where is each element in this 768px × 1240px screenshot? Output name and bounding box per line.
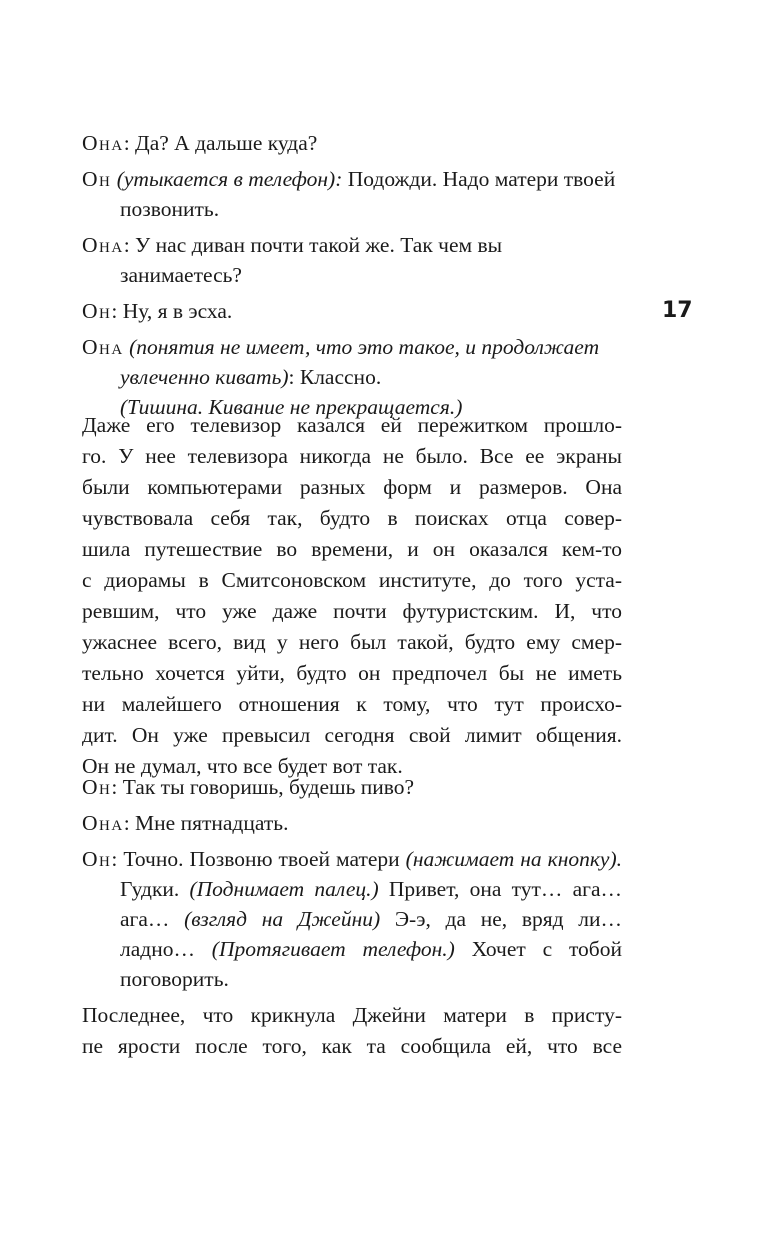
dialogue-line: [82, 844, 622, 994]
dialogue-text: Привет, она тут… ага… ага…: [120, 877, 622, 931]
prose-paragraph-1: [82, 410, 622, 782]
dialogue-text: Э-э, да не, вряд ли… ладно…: [120, 907, 623, 961]
stage-direction: (нажимает на кнопку).: [405, 847, 622, 871]
prose-line: ни малейшего отношения к тому, что тут происхо-: [82, 692, 622, 716]
speaker-name: Она: [82, 233, 124, 257]
dialogue-line: [82, 332, 622, 392]
stage-direction: (утыкается в телефон):: [116, 167, 343, 191]
prose-paragraph-2: [82, 1000, 622, 1062]
dialogue-line: [82, 808, 622, 838]
dialogue-text: : Так ты говоришь, будешь пиво?: [111, 775, 415, 799]
dialogue-text: : Классно.: [288, 365, 382, 389]
dialogue-line: [82, 128, 622, 158]
dialogue-line: [82, 164, 622, 224]
speaker-name: Он: [82, 167, 112, 191]
stage-direction: (Протягивает телефон.): [211, 937, 455, 961]
prose-line: го. У нее телевизора никогда не было. Все ее экраны: [82, 444, 622, 468]
speaker-name: Он: [82, 847, 112, 871]
stage-direction: (понятия не имеет, что это такое, и продолжает увлеченно кивать): [120, 335, 600, 389]
speaker-name: Она: [82, 335, 124, 359]
stage-direction: (Поднимает палец.): [189, 877, 379, 901]
prose-line: Последнее, что крикнула Джейни матери в присту-: [82, 1003, 622, 1027]
speaker-name: Он: [82, 299, 112, 323]
stage-direction-line: (Тишина. Кивание не прекращается.): [120, 395, 463, 419]
dialogue-block-top: [82, 128, 622, 422]
prose-line: пе ярости после того, как та сообщила ей, что все: [82, 1034, 622, 1058]
prose-line: Даже его телевизор казался ей пережитком прошло-: [82, 413, 622, 437]
dialogue-text: Подожди. Надо матери твоей позвонить.: [120, 167, 616, 221]
prose-line: ужаснее всего, вид у него был такой, будто ему смер-: [82, 630, 622, 654]
prose-line: Он не думал, что все будет вот так.: [82, 754, 403, 778]
prose-line: ревшим, что уже даже почти футуристским. И, что: [82, 599, 622, 623]
prose-line: шила путешествие во времени, и он оказался кем-то: [82, 537, 622, 561]
speaker-name: Она: [82, 131, 124, 155]
prose-line: дит. Он уже превысил сегодня свой лимит общения.: [82, 723, 622, 747]
dialogue-block-bottom: [82, 772, 622, 1000]
dialogue-text: : Да? А дальше куда?: [123, 131, 318, 155]
dialogue-text: : Мне пятнадцать.: [123, 811, 289, 835]
dialogue-line: [82, 296, 622, 326]
dialogue-line: [82, 230, 622, 290]
dialogue-text: : Точно. Позвоню твоей матери: [111, 847, 406, 871]
prose-line: были компьютерами разных форм и размеров. Она: [82, 475, 622, 499]
prose-line: с диорамы в Смитсоновском институте, до того уста-: [82, 568, 622, 592]
page-number: 17: [662, 298, 693, 323]
prose-line: тельно хочется уйти, будто он предпочел бы не иметь: [82, 661, 622, 685]
prose-line: чувствовала себя так, будто в поисках отца совер-: [82, 506, 622, 530]
dialogue-line: [82, 772, 622, 802]
dialogue-text: : Ну, я в эсха.: [111, 299, 233, 323]
dialogue-text: : У нас диван почти такой же. Так чем вы занимаетесь?: [120, 233, 503, 287]
dialogue-text: Гудки.: [120, 877, 190, 901]
stage-direction: (взгляд на Джейни): [184, 907, 381, 931]
dialogue-text: Хочет с тобой поговорить.: [120, 937, 623, 991]
speaker-name: Он: [82, 775, 112, 799]
speaker-name: Она: [82, 811, 124, 835]
